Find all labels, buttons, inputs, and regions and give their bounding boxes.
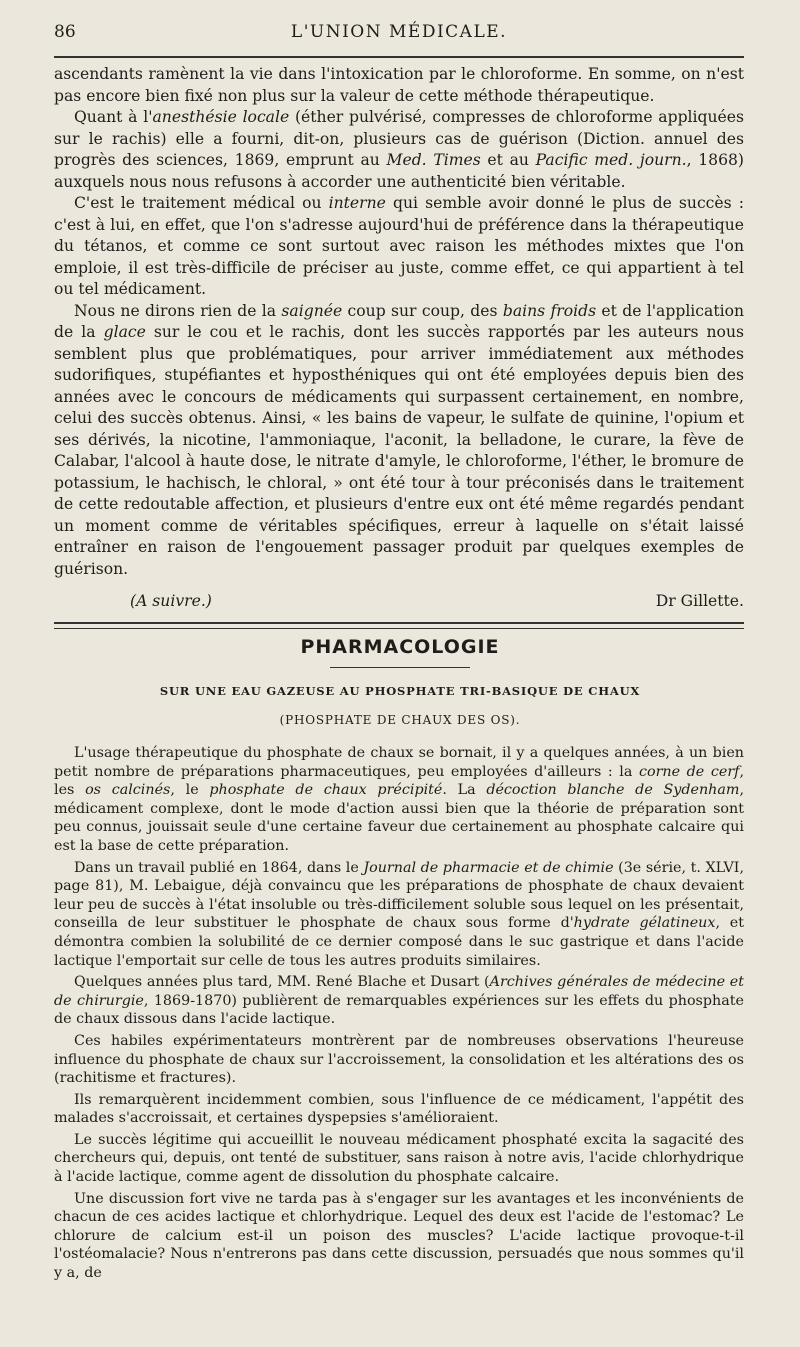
page-number: 86 [54,22,76,42]
author-signature: Dr Gillette. [655,592,744,610]
page-header [54,22,744,46]
signature-line [54,592,744,614]
article-subtitle: (PHOSPHATE DE CHAUX DES OS). [279,713,521,727]
pharmacology-article [54,744,744,1283]
paragraph: Quant à l'anesthésie locale (éther pulvérisé, compresses de chloroforme appliquées sur le rachis) elle a fourni, dit-on, plusieurs cas de guérison (Diction. annuel des progrès des sciences, 1869, emprunt au Med. Times et au Pacific med. journ., 1868) auxquels nous nous refusons à accorder une authenticité bien véritable. [54,108,745,191]
paragraph: Quelques années plus tard, MM. René Blache et Dusart (Archives générales de médecine et de chirurgie, 1869-1870) publièrent de remarquables expériences sur les effets du phosphate de chaux dissous dans l'acide lactique. [54,974,744,1028]
header-rule [54,56,744,58]
article-title: SUR UNE EAU GAZEUSE AU PHOSPHATE TRI-BASIQUE DE CHAUX [159,684,641,698]
continued-article [54,64,744,580]
paragraph: L'usage thérapeutique du phosphate de chaux se bornait, il y a quelques années, à un bien petit nombre de préparations pharmaceutiques, peu employées d'ailleurs : la corne de cerf, les os calcinés, le phosphate de chaux précipité. La décoction blanche de Sydenham, médicament complexe, dont le mode d'action aussi bien que la théorie de préparation sont peu connus, jouissait seule d'une certaine faveur due certainement au phosphate calcaire qui est la base de cette préparation. [54,745,745,854]
paragraph: Dans un travail publié en 1864, dans le Journal de pharmacie et de chimie (3e série, t. XLVI, page 81), M. Lebaigue, déjà convaincu que les préparations de phosphate de chaux devaient leur peu de succès à l'état insoluble ou très-difficilement soluble sous lequel on les présentait, conseilla de leur substituer le phosphate de chaux sous forme d'hydrate gélatineux, et démontra combien la solubilité de ce dernier composé dans le suc gastrique et dans l'acide lactique l'emportait sur celle de tous les autres produits similaires. [54,859,745,969]
paragraph: Une discussion fort vive ne tarda pas à s'engager sur les avantages et les inconvénients de chacun de ces acides lactique et chlorhydrique. Lequel des deux est l'acide de l'estomac? Le chlorure de calcium est-il un poison des muscles? L'acide lactique provoque-t-il l'ostéomalacie? Nous n'entrerons pas dans cette discussion, persuadés que nous sommes qu'il y a, de [54,1190,744,1282]
paragraph: ascendants ramènent la vie dans l'intoxication par le chloroforme. En somme, on n'est pas encore bien fixé non plus sur la valeur de cette méthode thérapeutique. [54,65,744,105]
title-underline [330,667,470,668]
section-divider [54,622,744,629]
paragraph: Le succès légitime qui accueillit le nouveau médicament phosphaté excita la sagacité des chercheurs qui, depuis, ont tenté de substituer, sans raison à notre avis, l'acide chlorhydrique à l'acide lactique, comme agent de dissolution du phosphate calcaire. [54,1131,744,1186]
paragraph: Ils remarquèrent incidemment combien, sous l'influence de ce médicament, l'appétit des malades s'accroissait, et certaines dyspepsies s'amélioraient. [54,1091,744,1127]
running-head: L'UNION MÉDICALE. [290,22,508,42]
paragraph: Ces habiles expérimentateurs montrèrent par de nombreuses observations l'heureuse influence du phosphate de chaux sur l'accroissement, la consolidation et les altérations des os (rachitisme et fractures). [54,1032,744,1087]
section-title: PHARMACOLOGIE [300,636,500,658]
paragraph: C'est le traitement médical ou interne qui semble avoir donné le plus de succès : c'est à lui, en effet, que l'on s'adresse aujourd'hui de préférence dans la thérapeutique du tétanos, et comme ce sont surtout avec raison les méthodes mixtes que l'on emploie, il est très-difficile de préciser au juste, comme effet, ce qui appartient à tel ou tel médicament. [54,194,744,298]
to-be-continued: (A suivre.) [130,592,212,610]
paragraph: Nous ne dirons rien de la saignée coup sur coup, des bains froids et de l'application de la glace sur le cou et le rachis, dont les succès rapportés par les auteurs nous semblent plus que problématiques, pour arriver immédiatement aux méthodes sudorifiques, stupéfiantes et hyposthéniques qui ont été employées depuis bien des années avec le concours de médicaments qui surpassent certainement, en nombre, celui des succès obtenus. Ainsi, « les bains de vapeur, le sulfate de quinine, l'opium et ses dérivés, la nicotine, l'ammoniaque, l'aconit, la belladone, le curare, la fève de Calabar, l'alcool à haute dose, le nitrate d'amyle, le chloroforme, l'éther, le bromure de potassium, le hachisch, le chloral, » ont été tour à tour préconisés dans le traitement de cette redoutable affection, et plusieurs d'entre eux ont été même regardés pendant un moment comme de véritables spécifiques, erreur à laquelle on s'était laissé entraîner en raison de l'engouement passager produit par quelques exemples de guérison. [54,301,745,578]
